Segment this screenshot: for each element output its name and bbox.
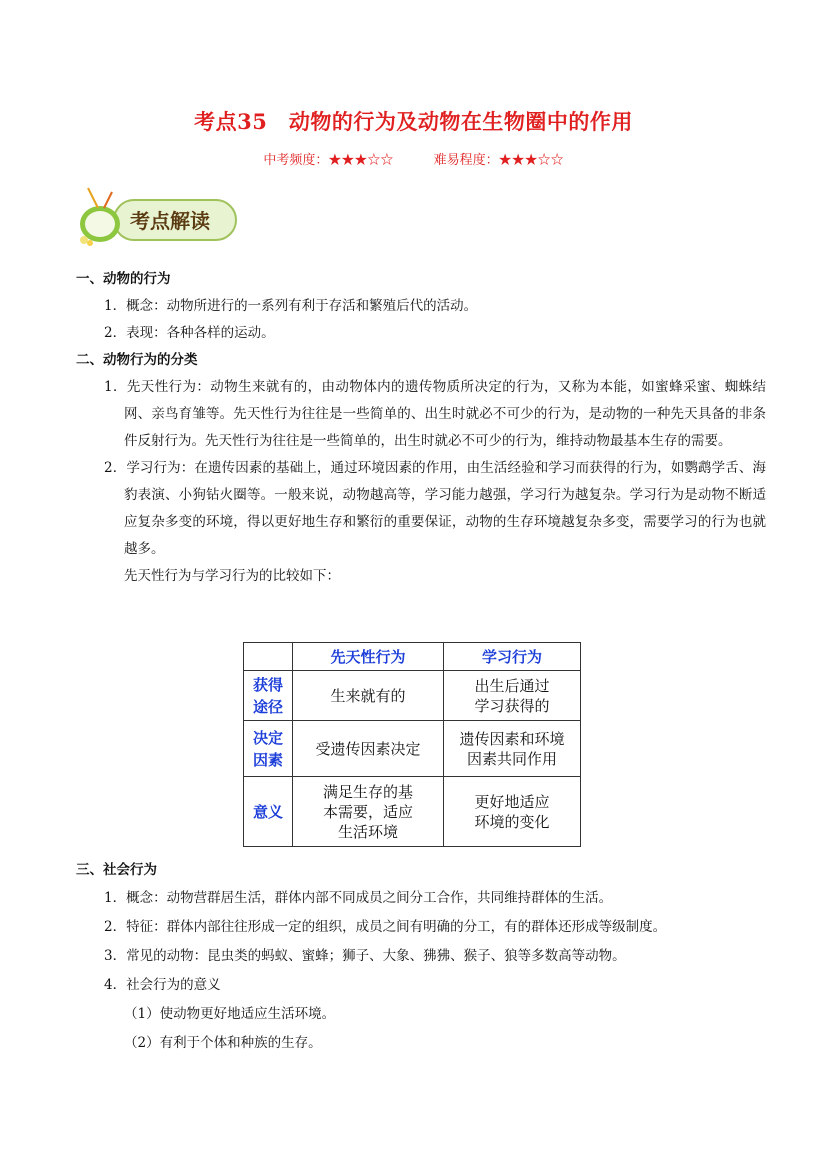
table-row — [244, 671, 581, 721]
table-row — [244, 777, 581, 847]
section-heading-2: 二、动物行为的分类 — [76, 352, 198, 368]
compare-intro: 先天性行为与学习行为的比较如下： — [124, 568, 340, 584]
content — [76, 266, 766, 590]
row-label: 意义 — [244, 777, 293, 847]
table-header-innate: 先天性行为 — [293, 643, 444, 671]
list-item: 4．社会行为的意义 — [104, 977, 221, 993]
table-cell: 受遗传因素决定 — [293, 721, 444, 777]
banner-text: 考点解读 — [130, 209, 210, 233]
list-item: 2．特征：群体内部往往形成一定的组织，成员之间有明确的分工，有的群体还形成等级制度。 — [104, 919, 667, 935]
comparison-table — [243, 642, 581, 847]
difficulty-rating: 难易程度：★★★☆☆ — [433, 153, 564, 168]
table-cell: 遗传因素和环境 因素共同作用 — [444, 721, 581, 777]
sub-item: （2）有利于个体和种族的生存。 — [124, 1035, 322, 1051]
table-cell: 生来就有的 — [293, 671, 444, 721]
sub-item: （1）使动物更好地适应生活环境。 — [124, 1006, 336, 1022]
list-item: 1．概念：动物营群居生活，群体内部不同成员之间分工合作，共同维持群体的生活。 — [104, 890, 613, 906]
list-item: 2．表现：各种各样的运动。 — [104, 325, 275, 341]
list-item: 3．常见的动物：昆虫类的蚂蚁、蜜蜂；狮子、大象、狒狒、猴子、狼等多数高等动物。 — [104, 948, 626, 964]
table-cell: 出生后通过 学习获得的 — [444, 671, 581, 721]
table-row — [244, 721, 581, 777]
table-corner — [244, 643, 293, 671]
content-social — [76, 857, 766, 1058]
row-label: 决定 因素 — [244, 721, 293, 777]
list-item: 1．概念：动物所进行的一系列有利于存活和繁殖后代的活动。 — [104, 298, 478, 314]
paragraph-learned: 2．学习行为：在遗传因素的基础上，通过环境因素的作用，由生活经验和学习而获得的行为，如鹦鹉学舌、海豹表演、小狗钻火圈等。一般来说，动物越高等，学习能力越强，学习行为越复杂。学习行为是动物不断适应复杂多变的环境，得以更好地生存和繁衍的重要保证，动物的生存环境越复杂多变，需要学习的行为也就越多。 — [104, 460, 766, 557]
table-header-learned: 学习行为 — [444, 643, 581, 671]
section-heading-1: 一、动物的行为 — [76, 271, 171, 287]
table-cell: 满足生存的基 本需要，适应 生活环境 — [293, 777, 444, 847]
paragraph-innate: 1．先天性行为：动物生来就有的，由动物体内的遗传物质所决定的行为，又称为本能，如蜜蜂采蜜、蜘蛛结网、亲鸟育雏等。先天性行为往往是一些简单的、出生时就必不可少的行为，是动物的一种先天具备的非条件反射行为。先天性行为往往是一些简单的，出生时就必不可少的行为，维持动物最基本生存的需要。 — [104, 379, 766, 449]
table-cell: 更好地适应 环境的变化 — [444, 777, 581, 847]
frequency-rating: 中考频度：★★★☆☆ — [263, 153, 394, 168]
rating-line — [0, 149, 827, 168]
page-title: 考点35 动物的行为及动物在生物圈中的作用 — [194, 109, 633, 134]
section-heading-3: 三、社会行为 — [76, 862, 157, 878]
row-label: 获得 途径 — [244, 671, 293, 721]
section-banner — [74, 186, 239, 248]
